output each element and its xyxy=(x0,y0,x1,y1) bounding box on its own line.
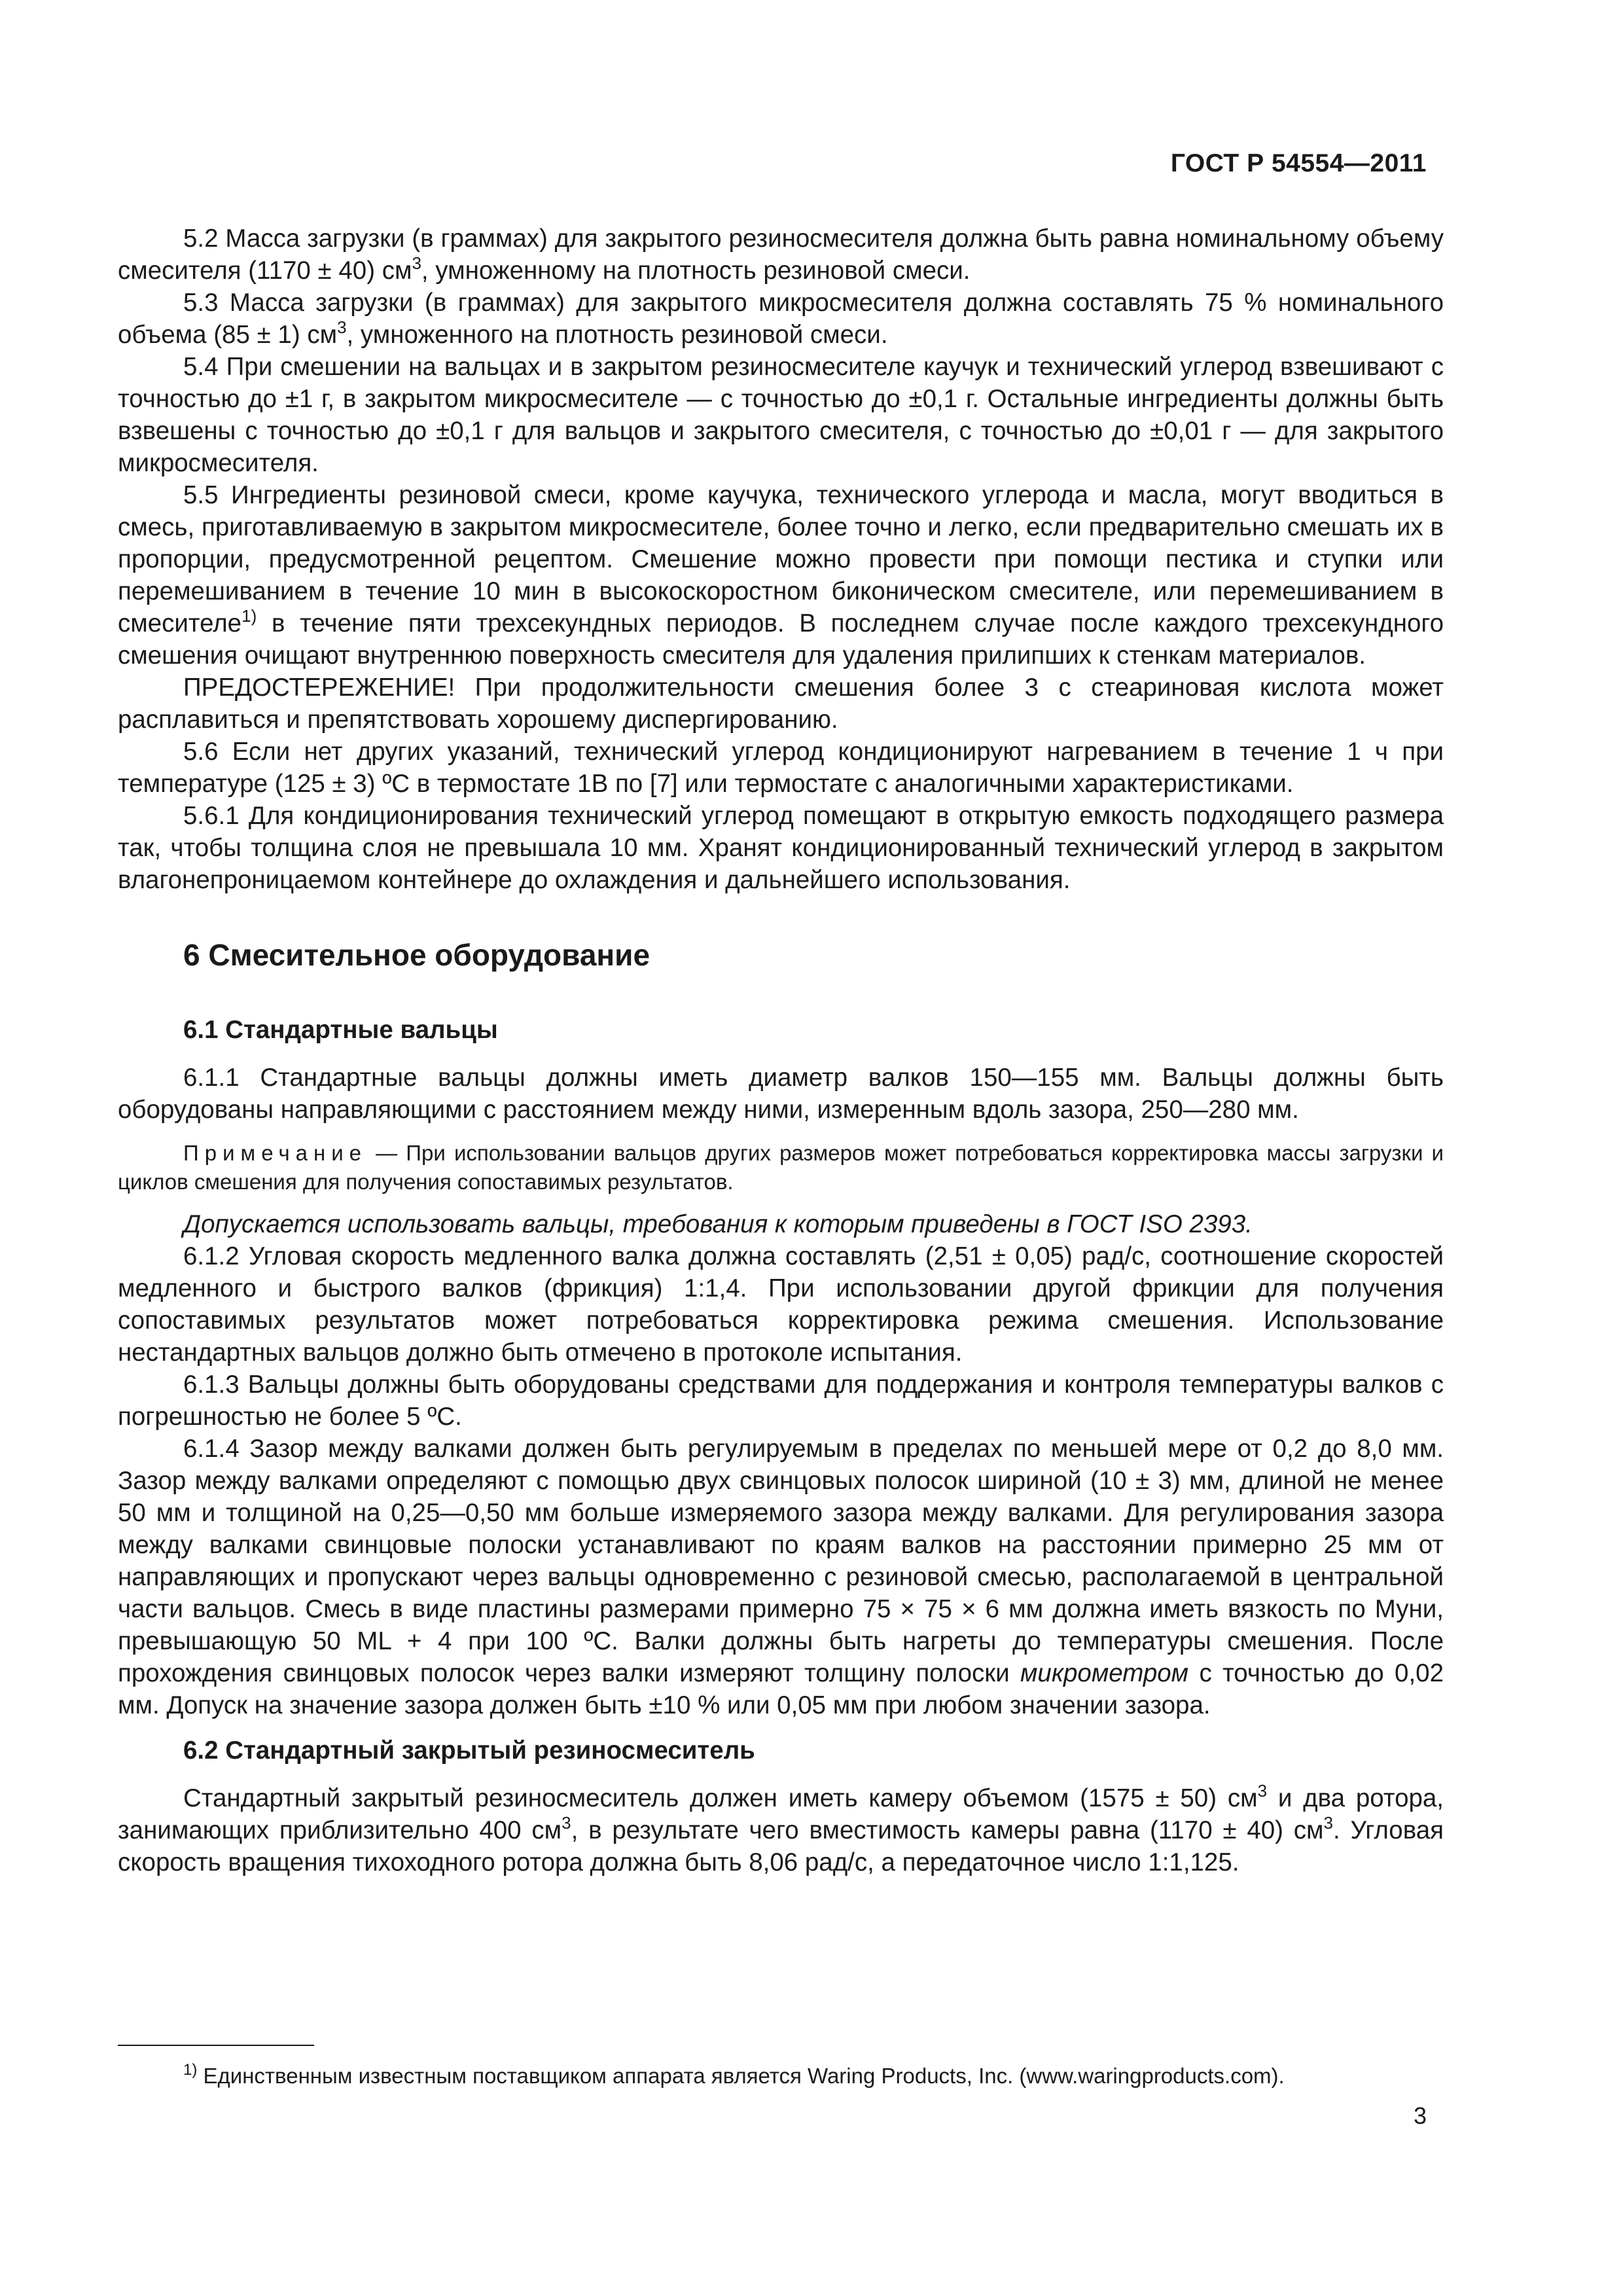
paragraph-6-1-2: 6.1.2 Угловая скорость медленного валка должна составлять (2,51 ± 0,05) рад/с, соотношение скоростей медленного и быстрого валков (фрикция) 1:1,4. При использовании другой фрикции для получения сопоставимых результатов может потребоваться корректировка режима смешения. Использование нестандартных вальцов должно быть отмечено в протоколе испытания. xyxy=(118,1242,1444,1367)
section-6-title: 6 Смесительное оборудование xyxy=(183,938,651,972)
paragraph-6-1-4: 6.1.4 Зазор между валками должен быть регулируемым в пределах по меньшей мере от 0,2 до 8,0 мм. Зазор между валками определяют с помощью двух свинцовых полосок шириной (10 ± 3) мм, длиной не менее 50 мм и толщиной на 0,25—0,50 мм больше измеряемого зазора между валками. Для регулирования зазора между валками свинцовые полоски устанавливают по краям валков на расстоянии примерно 25 мм от направляющих и пропускают через вальцы одновременно с резиновой смесью, располагаемой в центральной части вальцов. Смесь в виде пластины размерами примерно 75 × 75 × 6 мм должна иметь вязкость по Муни, превышающую 50 ML + 4 при 100 ºC. Валки должны быть нагреты до температуры смешения. После прохождения свинцовых полосок через валки измеряют толщину полоски микрометром с точностью до 0,02 мм. Допуск на значение зазора должен быть ±10 % или 0,05 мм при любом значении зазора. xyxy=(118,1435,1444,1719)
paragraph-6-1-1: 6.1.1 Стандартные вальцы должны иметь диаметр валков 150—155 мм. Вальцы должны быть оборудованы направляющими с расстоянием между ними, измеренным вдоль зазора, 250—280 мм. xyxy=(118,1064,1444,1124)
page-content xyxy=(118,223,1444,1878)
allowed-note: Допускается использовать вальцы, требования к которым приведены в ГОСТ ISO 2393. xyxy=(183,1210,1253,1238)
footnote-ref[interactable]: 1) xyxy=(241,606,257,626)
note-text: — При использовании вальцов других размеров может потребоваться корректировка массы загрузки и циклов смешения для получения сопоставимых результатов. xyxy=(118,1141,1444,1194)
paragraph-5-2: 5.2 Масса загрузки (в граммах) для закрытого резиносмесителя должна быть равна номинальному объему смесителя (1170 ± 40) $см^3$, умноженному на плотность резиновой смеси. xyxy=(118,224,1444,285)
footnote xyxy=(118,2062,1444,2090)
note xyxy=(118,1139,1444,1196)
paragraph-6-1-3: 6.1.3 Вальцы должны быть оборудованы средствами для поддержания и контроля температуры валков с погрешностью не более 5 ºC. xyxy=(118,1371,1444,1431)
note-label: Примечание xyxy=(183,1141,368,1165)
paragraph-5-6-1: 5.6.1 Для кондиционирования технический углерод помещают в открытую емкость подходящего размера так, чтобы толщина слоя не превышала 10 мм. Хранят кондиционированный технический углерод в закрытом влагонепроницаемом контейнере до охлаждения и дальнейшего использования. xyxy=(118,802,1444,894)
paragraph-5-3: 5.3 Масса загрузки (в граммах) для закрытого микросмесителя должна составлять 75 % номинального объема (85 ± 1) $см^3$, умноженного на плотность резиновой смеси. xyxy=(118,289,1444,349)
footnote-divider xyxy=(118,2045,314,2046)
paragraph-5-5: 5.5 Ингредиенты резиновой смеси, кроме каучука, технического углерода и масла, могут вводиться в смесь, приготавливаемую в закрытом микросмесителе, более точно и легко, если предварительно смешать их в пропорции, предусмотренной рецептом. Смешение можно провести при помощи пестика и ступки или перемешиванием в течение 10 мин в высокоскоростном биконическом смесителе, или перемешиванием в смесителе$^{1)}$ в течение пяти трехсекундных периодов. В последнем случае после каждого трехсекундного смешения очищают внутреннюю поверхность смесителя для удаления прилипших к стенкам материалов. xyxy=(118,481,1444,670)
paragraph-5-4: 5.4 При смешении на вальцах и в закрытом резиносмесителе каучук и технический углерод взвешивают с точностью до ±1 г, в закрытом микросмесителе — с точностью до ±0,1 г. Остальные ингредиенты должны быть взвешены с точностью до ±0,1 г для вальцов и закрытого смесителя, с точностью до ±0,01 г — для закрытого микросмесителя. xyxy=(118,353,1444,477)
page-number: 3 xyxy=(1413,2102,1427,2129)
subsection-6-2-title: 6.2 Стандартный закрытый резиносмеситель xyxy=(183,1736,755,1765)
paragraph-6-2: Стандартный закрытый резиносмеситель должен иметь камеру объемом (1575 ± 50) $см^3$ и два ротора, занимающих приблизительно 400 $см^3$, в результате чего вместимость камеры равна (1170 ± 40) $см^3$. Угловая скорость вращения тихоходного ротора должна быть 8,06 рад/с, а передаточное число 1:1,125. xyxy=(118,1781,1444,1876)
warning-paragraph: ПРЕДОСТЕРЕЖЕНИЕ! При продолжительности смешения более 3 с стеариновая кислота может расплавиться и препятствовать хорошему диспергированию. xyxy=(118,673,1444,734)
subsection-6-1-title: 6.1 Стандартные вальцы xyxy=(183,1016,498,1044)
paragraph-5-6: 5.6 Если нет других указаний, технический углерод кондиционируют нагреванием в течение 1 ч при температуре (125 ± 3) ºC в термостате 1В по [7] или термостате с аналогичными характеристиками. xyxy=(118,738,1444,798)
footnote-mark: 1) xyxy=(183,2061,198,2079)
footnote-text: Единственным известным поставщиком аппарата является Waring Products, Inc. (www.waringproducts.com). xyxy=(197,2064,1285,2088)
standard-code-header: ГОСТ Р 54554—2011 xyxy=(1170,149,1427,177)
